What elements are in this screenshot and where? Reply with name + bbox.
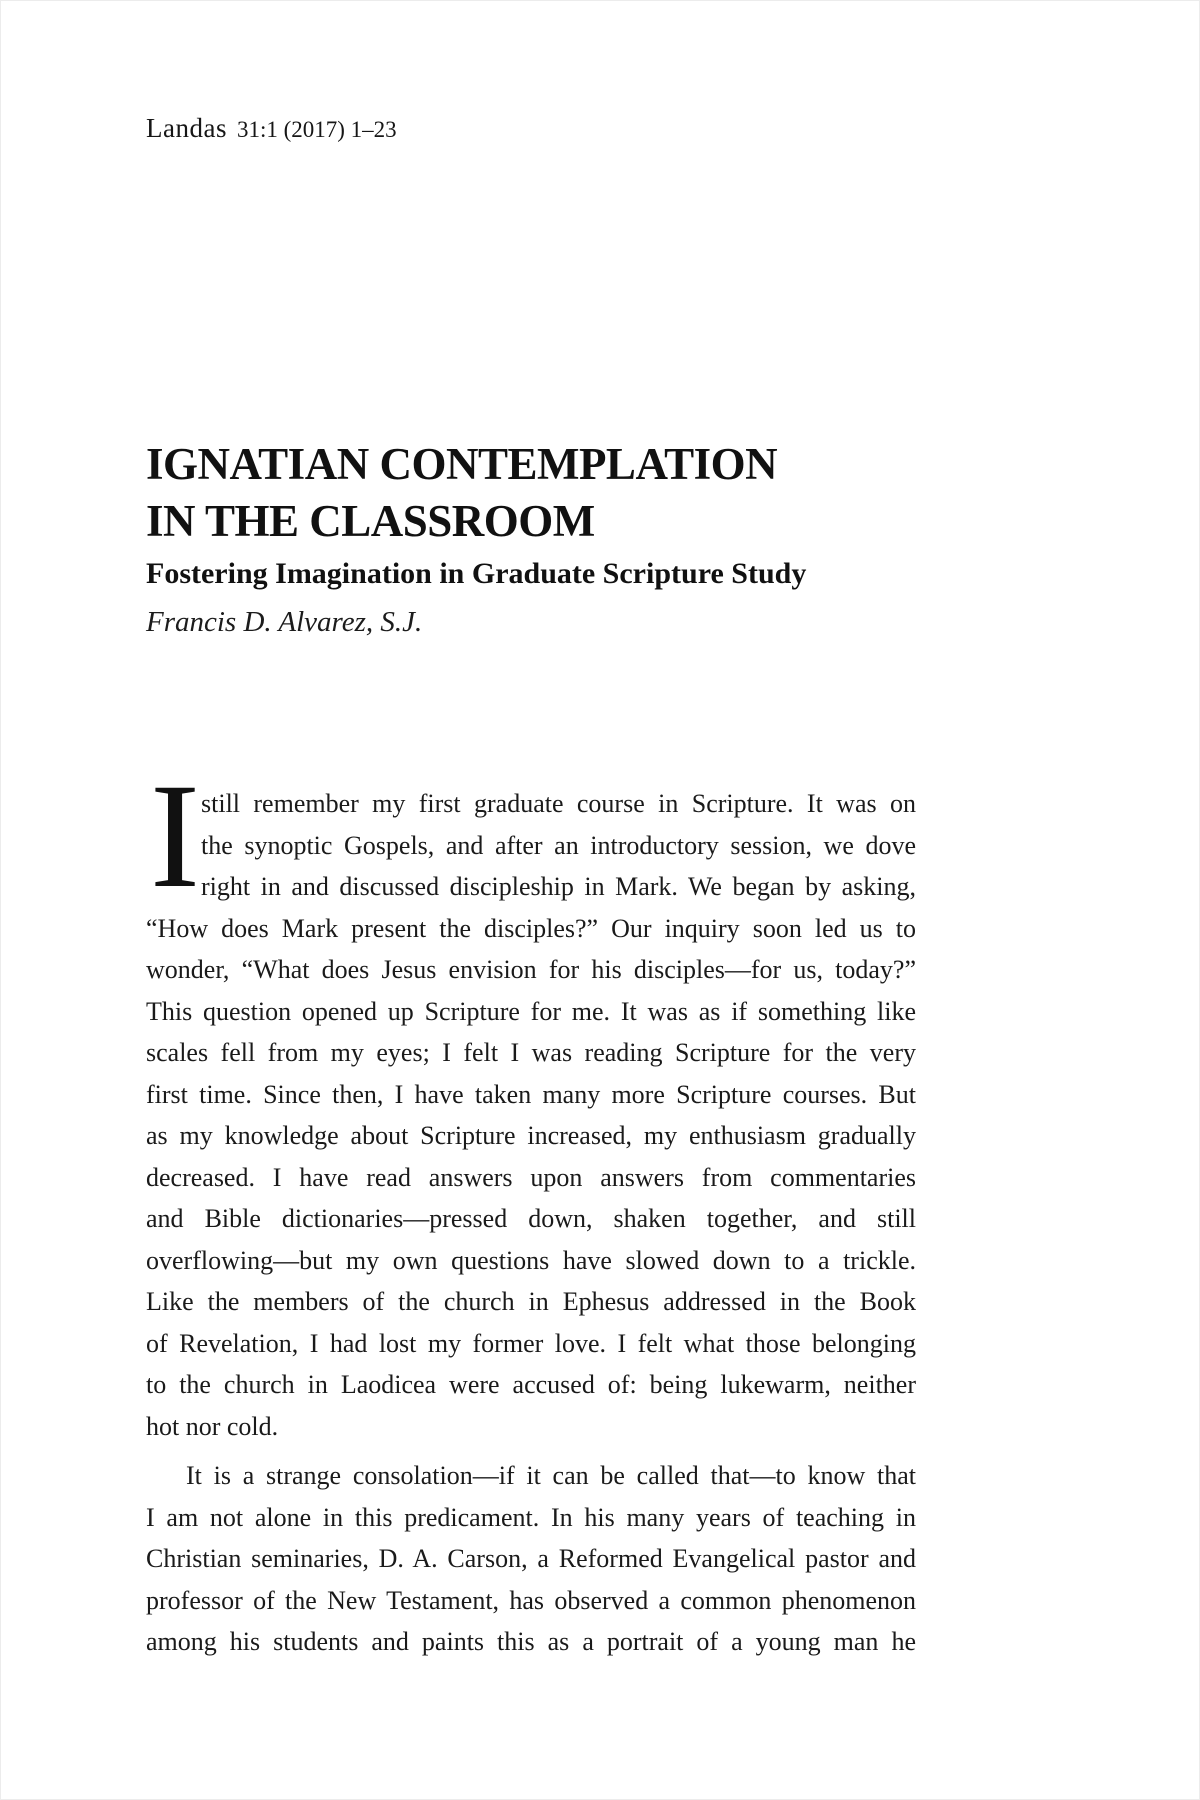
body-line: decreased. I have read answers upon answers from commentaries xyxy=(146,1162,916,1192)
body-line: overflowing—but my own questions have slowed down to a trickle. xyxy=(146,1245,916,1275)
body-line: wonder, “What does Jesus envision for his disciples—for us, today?” xyxy=(146,955,916,984)
body-line: first time. Since then, I have taken many more Scripture courses. But xyxy=(146,1079,916,1109)
title-line-1: IGNATIAN CONTEMPLATION xyxy=(146,439,778,489)
body-line: to the church in Laodicea were accused of: being lukewarm, neither xyxy=(146,1370,916,1399)
body-line: It is a strange consolation—if it can be called that—to know that xyxy=(186,1461,916,1490)
body-line: I am not alone in this predicament. In his many years of teaching in xyxy=(146,1502,916,1532)
article-header xyxy=(146,436,946,642)
body-line: “How does Mark present the disciples?” Our inquiry soon led us to xyxy=(146,913,916,943)
paragraph-1 xyxy=(146,783,916,1447)
body-line: scales fell from my eyes; I felt I was reading Scripture for the very xyxy=(146,1038,916,1067)
body-line: of Revelation, I had lost my former love. I felt what those belonging xyxy=(146,1328,916,1358)
title-line-2: IN THE CLASSROOM xyxy=(146,496,595,546)
body-line: Christian seminaries, D. A. Carson, a Reformed Evangelical pastor and xyxy=(146,1544,916,1573)
journal-name: Landas xyxy=(146,113,227,143)
body-line: and Bible dictionaries—pressed down, shaken together, and still xyxy=(146,1204,916,1233)
body-line: This question opened up Scripture for me. It was as if something like xyxy=(146,996,916,1026)
body-line: the synoptic Gospels, and after an introductory session, we dove xyxy=(201,830,916,860)
body-line: Like the members of the church in Ephesus addressed in the Book xyxy=(146,1287,916,1316)
journal-header xyxy=(146,113,397,144)
body-line: professor of the New Testament, has observed a common phenomenon xyxy=(146,1585,916,1615)
drop-cap: I xyxy=(150,753,200,919)
body-line: hot nor cold. xyxy=(146,1411,279,1441)
article-author: Francis D. Alvarez, S.J. xyxy=(146,606,423,638)
article-title xyxy=(146,436,946,550)
paragraph-2 xyxy=(146,1455,916,1663)
body-line: as my knowledge about Scripture increased, my enthusiasm gradually xyxy=(146,1121,916,1150)
journal-citation: 31:1 (2017) 1–23 xyxy=(236,117,397,142)
body-line: right in and discussed discipleship in Mark. We began by asking, xyxy=(201,872,916,901)
body-line: among his students and paints this as a portrait of a young man he xyxy=(146,1627,916,1656)
article-body xyxy=(146,753,916,1663)
body-line: still remember my first graduate course in Scripture. It was on xyxy=(201,789,916,818)
article-subtitle: Fostering Imagination in Graduate Scripture Study xyxy=(146,557,807,590)
